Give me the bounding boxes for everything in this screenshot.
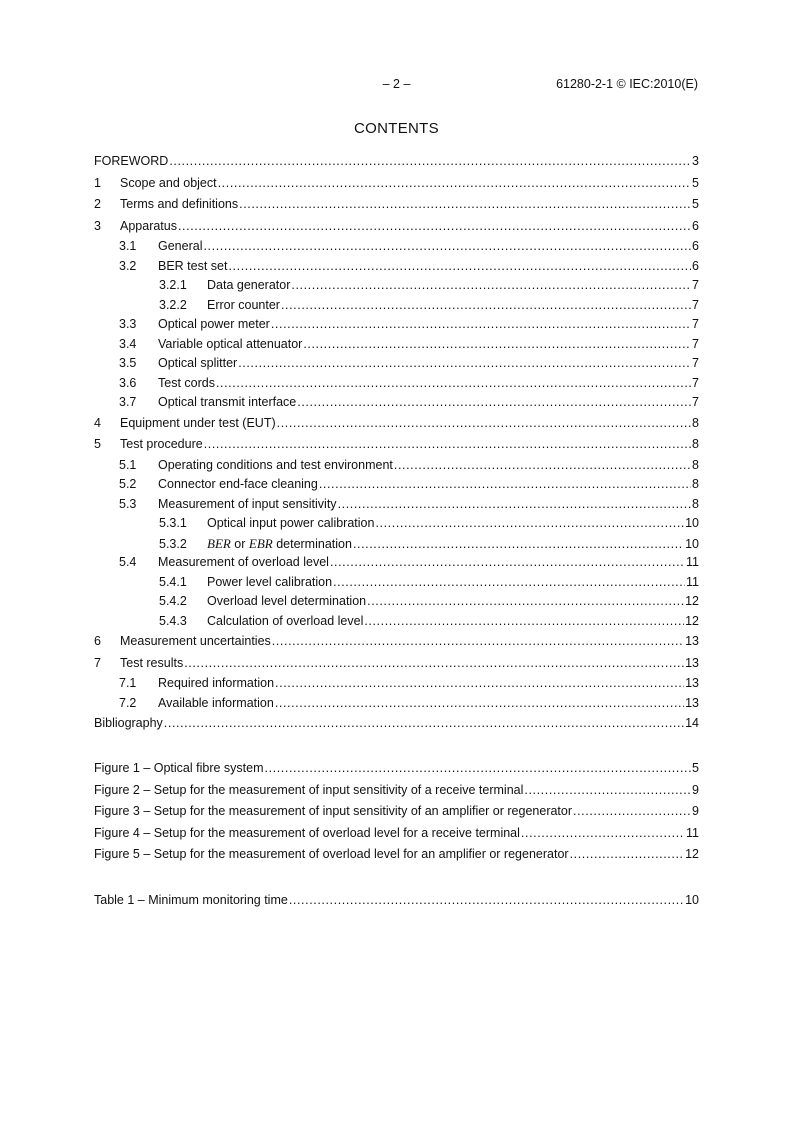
toc-entry[interactable] — [94, 237, 699, 257]
dot-leader — [216, 374, 691, 394]
toc-entry-number: 3.2.2 — [159, 297, 187, 312]
toc-entry[interactable] — [94, 890, 699, 912]
dot-leader — [375, 514, 684, 534]
toc-entry[interactable] — [94, 653, 699, 675]
toc-entry-page: 10 — [685, 536, 699, 551]
toc-entry-page: 7 — [692, 375, 699, 390]
dot-leader — [367, 592, 684, 612]
toc-entry-number: 5.3.1 — [159, 516, 187, 530]
list-of-figures — [94, 758, 699, 866]
toc-entry-number: 3.4 — [119, 336, 137, 351]
toc-entry-title: Test cords — [158, 375, 215, 390]
toc-entry-number: 5 — [94, 437, 101, 451]
toc-entry-number: 5.3 — [119, 496, 137, 511]
toc-entry-page: 10 — [685, 893, 699, 907]
toc-entry-number: 4 — [94, 415, 101, 430]
toc-entry-title: Optical splitter — [158, 356, 238, 370]
toc-entry-page: 7 — [692, 336, 699, 351]
toc-entry-number: 5.4.2 — [159, 594, 187, 608]
toc-entry-page: 9 — [692, 782, 699, 797]
toc-entry[interactable] — [94, 216, 699, 238]
toc-entry-page: 7 — [692, 317, 699, 331]
toc-entry-page: 9 — [692, 804, 699, 818]
toc-entry-page: 14 — [685, 716, 699, 730]
toc-entry-number: 5.4.1 — [159, 574, 187, 589]
toc-entry-page: 7 — [692, 278, 699, 292]
dot-leader — [330, 553, 685, 573]
toc-entry-number: 3 — [94, 218, 101, 233]
toc-entry[interactable] — [94, 374, 699, 394]
toc-entry-title: FOREWORD — [94, 154, 169, 168]
dot-leader — [281, 296, 691, 316]
toc-entry-title: Apparatus — [120, 218, 177, 233]
toc-entry[interactable] — [94, 315, 699, 335]
toc-entry-page: 5 — [692, 197, 699, 211]
toc-entry-number: 5.1 — [119, 457, 137, 472]
toc-entry-page: 8 — [692, 477, 699, 491]
dot-leader — [178, 216, 691, 238]
toc-entry[interactable] — [94, 713, 699, 735]
toc-entry-title: Required information — [158, 676, 275, 690]
toc-entry-title: Available information — [158, 695, 274, 710]
dot-leader — [297, 393, 691, 413]
toc-entry-title: Overload level determination — [207, 594, 367, 608]
toc-entry-title: Operating conditions and test environment — [158, 457, 393, 472]
toc-entry-title: Figure 2 – Setup for the measurement of input sensitivity of a receive terminal — [94, 782, 524, 797]
toc-entry-title: Data generator — [207, 278, 291, 292]
dot-leader — [338, 495, 691, 515]
toc-entry[interactable] — [94, 434, 699, 456]
toc-entry-title: Optical power meter — [158, 317, 270, 331]
toc-entry-title: BER test set — [158, 258, 228, 273]
toc-entry[interactable] — [94, 257, 699, 277]
toc-entry-title: Error counter — [207, 297, 280, 312]
toc-entry-title: Connector end-face cleaning — [158, 477, 318, 491]
toc-entry-number: 5.2 — [119, 477, 137, 491]
toc-entry[interactable] — [94, 631, 699, 653]
toc-entry-page: 13 — [685, 655, 699, 670]
toc-entry-page: 11 — [686, 574, 699, 589]
toc-entry-number: 7 — [94, 655, 101, 670]
toc-entry-title: Optical transmit interface — [158, 395, 297, 409]
toc-entry-number: 7.2 — [119, 695, 137, 710]
dot-leader — [364, 612, 684, 632]
toc-entry-number: 3.2 — [119, 258, 137, 273]
dot-leader — [239, 194, 691, 216]
toc-entry-page: 6 — [692, 239, 699, 253]
toc-entry-page: 12 — [685, 847, 699, 861]
toc-entry-title-rest: determination — [272, 536, 352, 551]
dot-leader — [394, 456, 691, 476]
toc-entry-page: 11 — [686, 555, 699, 569]
page-number: – 2 – — [382, 77, 411, 91]
toc-entry-title-ber: BER — [207, 535, 231, 551]
toc-entry[interactable] — [94, 573, 699, 593]
toc-entry-title: Variable optical attenuator — [158, 336, 303, 351]
toc-entry-number: 6 — [94, 634, 101, 648]
toc-entry[interactable] — [94, 456, 699, 476]
toc-entry-page: 3 — [692, 154, 699, 168]
toc-entry-title: Scope and object — [120, 175, 217, 190]
toc-entry-number: 3.1 — [119, 239, 137, 253]
toc-entry-title-ebr: EBR — [248, 535, 273, 551]
dot-leader — [524, 780, 691, 802]
toc-entry-title: Optical input power calibration — [207, 516, 375, 530]
dot-leader — [204, 434, 691, 456]
toc-entry-title: Calculation of overload level — [207, 613, 364, 628]
toc-entry-page: 8 — [692, 437, 699, 451]
toc-entry-title: Figure 1 – Optical fibre system — [94, 761, 264, 775]
toc-entry[interactable] — [94, 194, 699, 216]
toc-entry-page: 5 — [692, 175, 699, 190]
dot-leader — [169, 151, 691, 173]
toc-entry-title: Terms and definitions — [120, 197, 239, 211]
toc-entry-page: 6 — [692, 218, 699, 233]
dot-leader — [275, 694, 684, 714]
toc-entry[interactable] — [94, 296, 699, 316]
toc-entry-page: 12 — [685, 613, 699, 628]
table-of-contents — [94, 151, 699, 735]
dot-leader — [265, 758, 692, 780]
toc-entry-number: 7.1 — [119, 676, 137, 690]
list-of-tables — [94, 890, 699, 912]
toc-entry-page: 7 — [692, 356, 699, 370]
toc-entry-page: 6 — [692, 258, 699, 273]
toc-entry-page: 8 — [692, 457, 699, 472]
dot-leader — [333, 573, 685, 593]
dot-leader — [521, 823, 685, 845]
toc-entry[interactable] — [94, 413, 699, 435]
dot-leader — [218, 173, 691, 195]
toc-entry[interactable] — [94, 553, 699, 573]
toc-entry-page: 13 — [685, 676, 699, 690]
toc-entry-page: 8 — [692, 415, 699, 430]
toc-entry-page: 12 — [685, 594, 699, 608]
dot-leader — [203, 237, 691, 257]
contents-title: CONTENTS — [354, 120, 439, 137]
toc-entry-number: 1 — [94, 175, 101, 190]
toc-entry[interactable] — [94, 758, 699, 780]
toc-entry-title-or: or — [230, 536, 249, 551]
toc-entry-title: Test procedure — [120, 437, 203, 451]
toc-entry[interactable] — [94, 823, 699, 845]
toc-entry-page: 13 — [685, 695, 699, 710]
toc-entry-title: General — [158, 239, 203, 253]
toc-entry-title: Measurement uncertainties — [120, 634, 271, 648]
dot-leader — [291, 276, 691, 296]
dot-leader — [228, 257, 691, 277]
toc-entry-title: Measurement of input sensitivity — [158, 496, 337, 511]
toc-entry[interactable] — [94, 674, 699, 694]
toc-entry-title: Figure 4 – Setup for the measurement of overload level for a receive terminal — [94, 825, 520, 840]
toc-entry-page: 7 — [692, 297, 699, 312]
toc-entry[interactable] — [94, 514, 699, 534]
toc-entry[interactable] — [94, 592, 699, 612]
toc-entry[interactable] — [94, 694, 699, 714]
toc-entry-number: 3.3 — [119, 317, 137, 331]
dot-leader — [319, 475, 691, 495]
toc-entry[interactable] — [94, 173, 699, 195]
toc-entry[interactable] — [94, 335, 699, 355]
dot-leader — [303, 335, 691, 355]
document-reference: 61280-2-1 © IEC:2010(E) — [556, 77, 698, 91]
dot-leader — [272, 631, 684, 653]
dot-leader — [570, 844, 685, 866]
dot-leader — [164, 713, 684, 735]
toc-entry[interactable] — [94, 151, 699, 173]
toc-entry-title: Figure 5 – Setup for the measurement of overload level for an amplifier or regenerator — [94, 847, 569, 861]
toc-entry-number: 5.4 — [119, 555, 137, 569]
toc-entry-number: 3.7 — [119, 395, 137, 409]
dot-leader — [238, 354, 691, 374]
toc-entry-title: Power level calibration — [207, 574, 333, 589]
toc-entry-title: Equipment under test (EUT) — [120, 415, 276, 430]
toc-entry[interactable] — [94, 495, 699, 515]
dot-leader — [275, 674, 684, 694]
toc-entry-title: Table 1 – Minimum monitoring time — [94, 893, 288, 907]
toc-entry[interactable] — [94, 276, 699, 296]
toc-entry[interactable] — [94, 844, 699, 866]
toc-entry[interactable] — [94, 780, 699, 802]
toc-entry-page: 10 — [685, 516, 699, 530]
toc-entry-title: Bibliography — [94, 716, 163, 730]
toc-entry-title: Measurement of overload level — [158, 555, 329, 569]
toc-entry-title — [207, 534, 352, 555]
toc-entry-number: 3.6 — [119, 375, 137, 390]
toc-entry-page: 13 — [685, 634, 699, 648]
toc-entry-page: 11 — [686, 825, 699, 840]
dot-leader — [353, 535, 684, 555]
toc-entry-title: Test results — [120, 655, 184, 670]
toc-entry[interactable] — [94, 393, 699, 413]
dot-leader — [289, 890, 684, 912]
dot-leader — [573, 801, 691, 823]
toc-entry-title: Figure 3 – Setup for the measurement of input sensitivity of an amplifier or regenerator — [94, 804, 573, 818]
dot-leader — [271, 315, 691, 335]
toc-entry-number: 3.5 — [119, 356, 137, 370]
toc-entry-page: 8 — [692, 496, 699, 511]
dot-leader — [277, 413, 691, 435]
toc-entry-number: 5.3.2 — [159, 536, 187, 551]
toc-entry-number: 5.4.3 — [159, 613, 187, 628]
toc-entry[interactable] — [94, 475, 699, 495]
toc-entry[interactable] — [94, 612, 699, 632]
toc-entry[interactable] — [94, 801, 699, 823]
toc-entry-number: 2 — [94, 197, 101, 211]
toc-entry-page: 7 — [692, 395, 699, 409]
toc-entry-page: 5 — [692, 761, 699, 775]
toc-entry[interactable] — [94, 354, 699, 374]
dot-leader — [184, 653, 684, 675]
toc-entry-number: 3.2.1 — [159, 278, 187, 292]
toc-entry[interactable] — [94, 534, 699, 554]
